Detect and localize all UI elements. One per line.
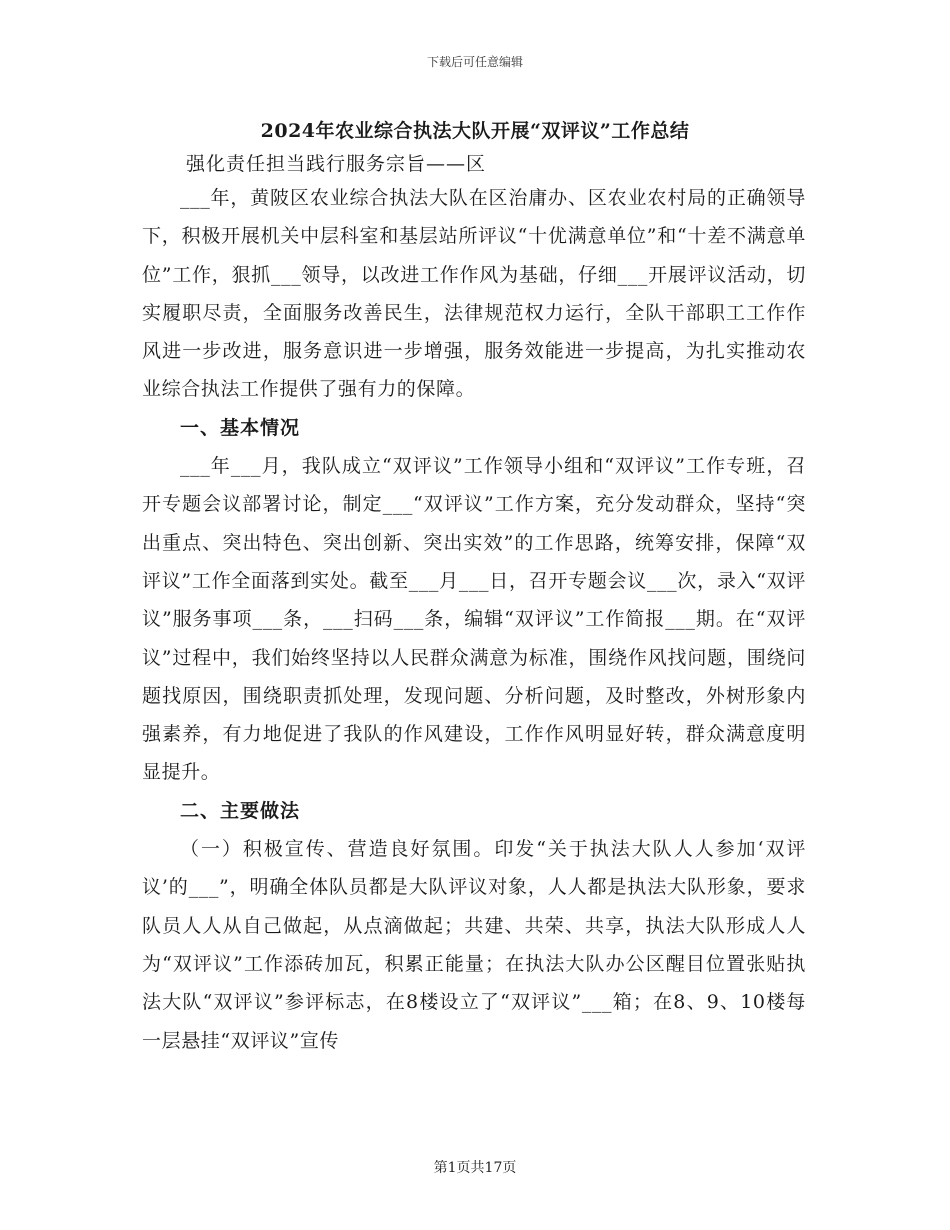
document-body — [142, 179, 806, 1060]
intro-paragraph: ___年，黄陂区农业综合执法大队在区治庸办、区农业农村局的正确领导下，积极开展机关中层科室和基层站所评议“十优满意单位”和“十差不满意单位”工作，狠抓___领导，以改进工作作风为基础，仔细___开展评议活动，切实履职尽责，全面服务改善民生，法律规范权力运行，全队干部职工工作作风进一步改进，服务意识进一步增强，服务效能进一步提高，为扎实推动农业综合执法工作提供了强有力的保障。 — [142, 187, 806, 401]
basic-situation-paragraph: ___年___月，我队成立“双评议”工作领导小组和“双评议”工作专班，召开专题会议部署讨论，制定___“双评议”工作方案，充分发动群众，坚持“突出重点、突出特色、突出创新、突出实效”的工作思路，统筹安排，保障“双评议”工作全面落到实处。截至___月___日，召开专题会议___次，录入“双评议”服务事项___条，___扫码___条，编辑“双评议”工作简报___期。在“双评议”过程中，我们始终坚持以人民群众满意为标准，围绕作风找问题，围绕问题找原因，围绕职责抓处理，发现问题、分析问题，及时整改，外树形象内强素养，有力地促进了我队的作风建设，工作作风明显好转，群众满意度明显提升。 — [142, 455, 806, 784]
page-footer: 第1页共17页 — [433, 1160, 517, 1176]
section-heading-basic-situation: 一、基本情况 — [180, 416, 301, 439]
document-title: 2024年农业综合执法大队开展“双评议”工作总结 — [260, 120, 690, 142]
header-note: 下载后可任意编辑 — [426, 55, 523, 69]
document-subtitle: 强化责任担当践行服务宗旨——区 — [186, 153, 487, 175]
section-heading-main-practices: 二、主要做法 — [180, 799, 301, 822]
main-practices-paragraph: （一）积极宣传、营造良好氛围。印发“关于执法大队人人参加‘双评议’的___”，明确全体队员都是大队评议对象，人人都是执法大队形象，要求队员人人从自己做起，从点滴做起；共建、共荣、共享，执法大队形成人人为“双评议”工作添砖加瓦，积累正能量；在执法大队办公区醒目位置张贴执法大队“双评议”参评标志，在8楼设立了“双评议”___箱；在8、9、10楼每一层悬挂“双评议”宣传 — [142, 838, 806, 1052]
